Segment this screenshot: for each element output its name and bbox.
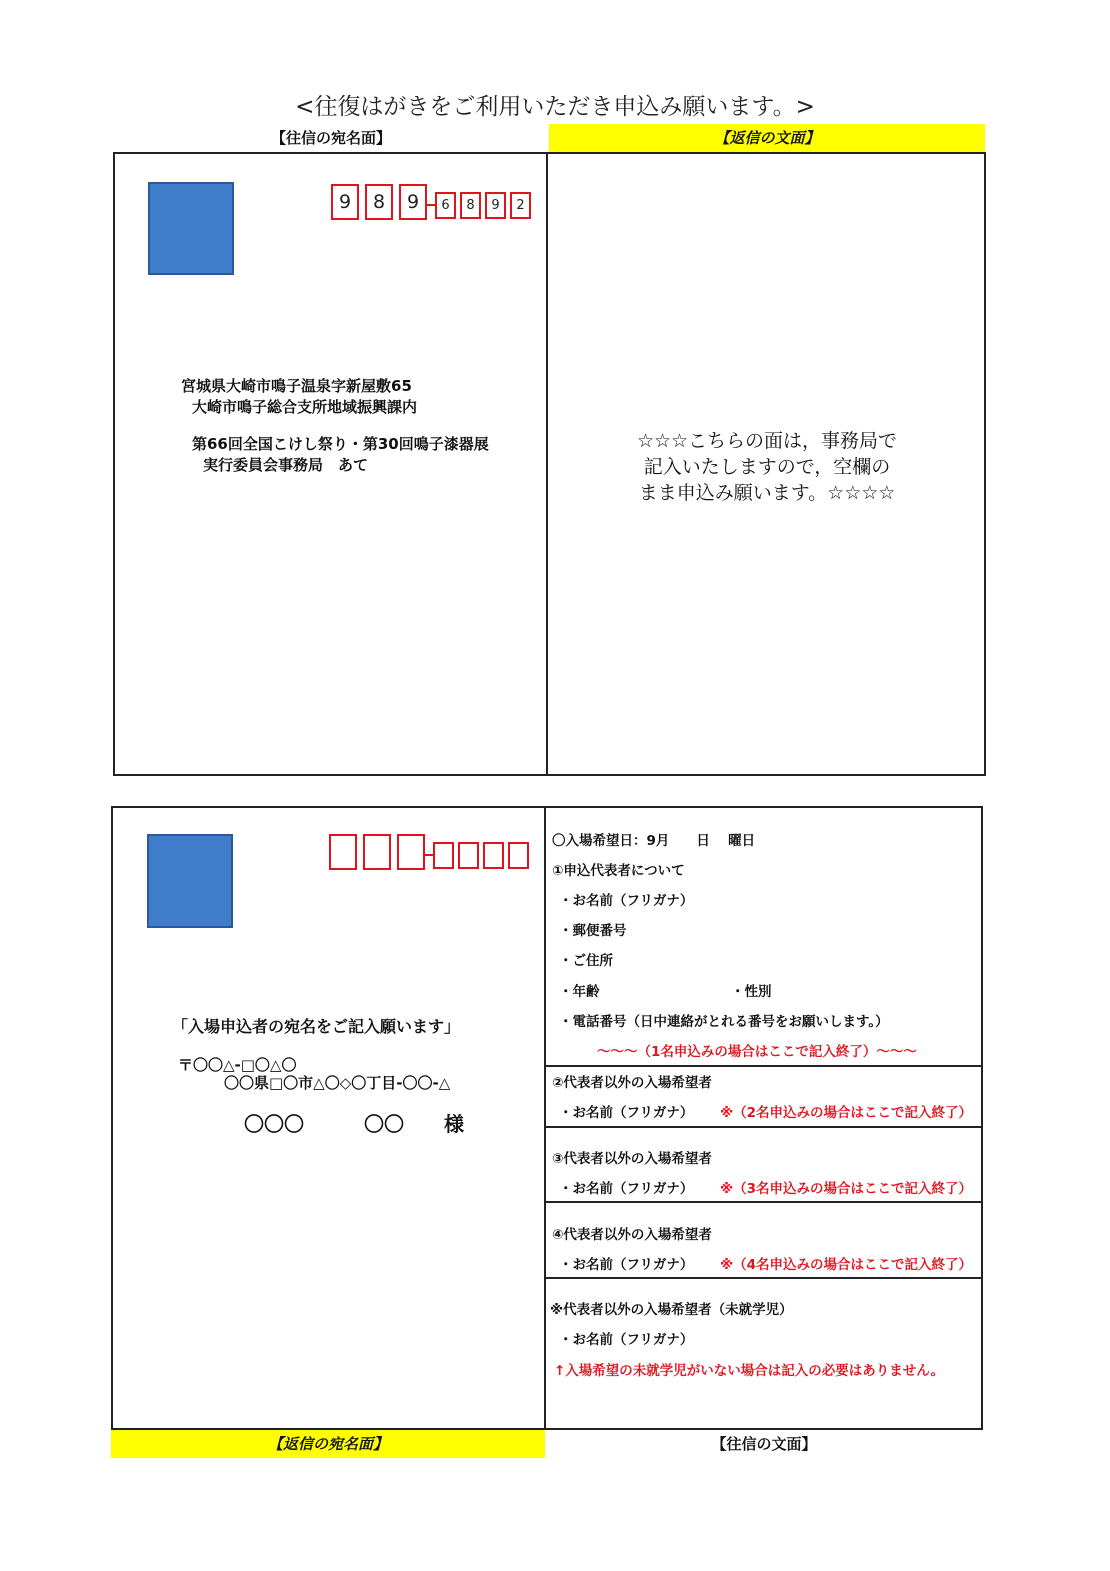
end-note-4: ※（4名申込みの場合はここで記入終了） — [720, 1257, 973, 1273]
phone-field: ・電話番号（日中連絡がとれる番号をお願いします。） — [559, 1014, 889, 1030]
section-2-title: ②代表者以外の入場希望者 — [552, 1075, 712, 1091]
postcode-box-empty — [363, 834, 391, 870]
reply-side-notice — [549, 428, 985, 506]
recipient-organization-line: 第66回全国こけし祭り・第30回鳴子漆器展 — [192, 435, 489, 453]
reply-name-example: 〇〇〇 〇〇 様 — [244, 1112, 464, 1136]
recipient-organization-line: 実行委員会事務局 あて — [203, 456, 369, 474]
gender-field: ・性別 — [731, 984, 772, 1000]
preschool-note: ↑入場希望の未就学児がいない場合は記入の必要はありません。 — [554, 1363, 945, 1379]
name-field: ・お名前（フリガナ） — [559, 1181, 694, 1197]
section-3-title: ③代表者以外の入場希望者 — [552, 1151, 712, 1167]
section-1-title: ①申込代表者について — [552, 863, 685, 879]
postal-code-field: ・郵便番号 — [559, 923, 627, 939]
postcode-box-empty — [397, 834, 425, 870]
name-field: ・お名前（フリガナ） — [559, 1332, 694, 1348]
reply-address-example: 〇〇県□〇市△〇◇〇丁目-〇〇-△ — [224, 1074, 451, 1092]
recipient-address-line: 宮城県大崎市鳴子温泉字新屋敷65 — [181, 377, 412, 395]
postcode-digit: 2 — [510, 192, 531, 219]
page-title: <往復はがきをご利用いただき申込み願います。> — [295, 94, 815, 120]
postcode-box-empty — [483, 842, 504, 869]
stamp-area — [147, 834, 233, 928]
section-divider — [544, 1065, 983, 1067]
name-field: ・お名前（フリガナ） — [559, 1257, 694, 1273]
postcode-box-empty — [329, 834, 357, 870]
postcode-dash — [427, 204, 435, 206]
postcode-box-empty — [433, 842, 454, 869]
notice-line: 記入いたしますので，空欄の — [643, 456, 891, 478]
end-note-2: ※（2名申込みの場合はここで記入終了） — [720, 1105, 973, 1121]
bottom-card-divider — [544, 806, 546, 1430]
recipient-address-line: 大崎市鳴子総合支所地域振興課内 — [192, 398, 418, 416]
outgoing-message-side-label: 【往信の文面】 — [711, 1435, 817, 1453]
name-field: ・お名前（フリガナ） — [559, 1105, 694, 1121]
section-5-title: ※代表者以外の入場希望者（未就学児） — [550, 1302, 793, 1318]
section-divider — [544, 1277, 983, 1279]
visit-date-field: 〇入場希望日：9月 日 曜日 — [552, 833, 756, 849]
section-divider — [544, 1201, 983, 1203]
postcode-digit: 9 — [331, 184, 359, 220]
reply-postcode-example: 〒〇〇△-□〇△〇 — [178, 1056, 297, 1074]
reply-address-side-label: 【返信の宛名面】 — [111, 1430, 545, 1458]
end-note-3: ※（3名申込みの場合はここで記入終了） — [720, 1181, 973, 1197]
outgoing-address-side-label: 【往信の宛名面】 — [270, 129, 391, 147]
address-field: ・ご住所 — [559, 953, 613, 969]
postcode-dash — [425, 854, 433, 856]
postcode-digit: 9 — [399, 184, 427, 220]
name-field: ・お名前（フリガナ） — [559, 893, 694, 909]
section-4-title: ④代表者以外の入場希望者 — [552, 1227, 712, 1243]
reply-address-instruction: 「入場申込者の宛名をご記入願います」 — [172, 1017, 461, 1036]
stamp-area — [148, 182, 234, 275]
reply-message-side-label: 【返信の文面】 — [549, 124, 985, 152]
notice-line: まま申込み願います。☆☆☆☆ — [638, 482, 896, 504]
top-card-divider — [546, 152, 548, 776]
reply-postcode-boxes — [329, 834, 529, 874]
postcode-digit: 9 — [485, 192, 506, 219]
postcode-box-empty — [458, 842, 479, 869]
outgoing-postcode-boxes — [331, 184, 531, 224]
section-divider — [544, 1126, 983, 1128]
postcode-digit: 6 — [435, 192, 456, 219]
end-note-1: ～～～（1名申込みの場合はここで記入終了）～～～ — [597, 1044, 917, 1060]
postcode-digit: 8 — [365, 184, 393, 220]
postcode-box-empty — [508, 842, 529, 869]
notice-line: ☆☆☆こちらの面は，事務局で — [636, 430, 898, 452]
postcode-digit: 8 — [460, 192, 481, 219]
age-field: ・年齢 — [559, 984, 600, 1000]
